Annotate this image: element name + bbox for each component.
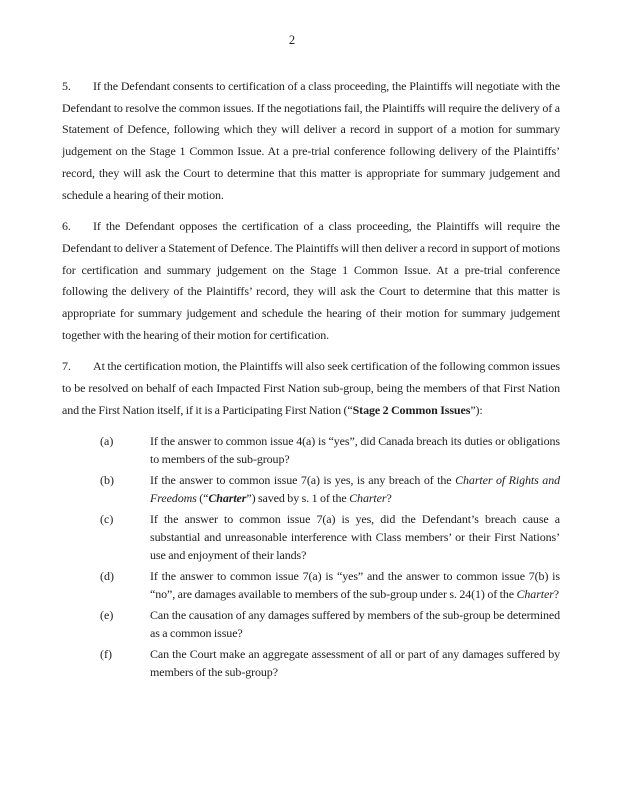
list-item-label: (a) <box>100 433 114 448</box>
list-item-text: Can the causation of any damages suffered by members of the sub-group be determined as a common issue? <box>150 607 560 640</box>
paragraph-number: 5. <box>62 79 71 93</box>
list-item-text: If the answer to common issue 7(a) is yes, is any breach of the Charter of Rights and Freedoms (“Charter”) saved by s. 1 of the Charter? <box>150 472 560 505</box>
list-item-text: If the answer to common issue 7(a) is yes, did the Defendant’s breach cause a substantial and unreasonable interference with Class members’ or their First Nations’ use and enjoyment of their lands? <box>150 511 560 562</box>
paragraph-text: At the certification motion, the Plaintiffs will also seek certification of the following common issues to be resolved on behalf of each Impacted First Nation sub-group, being the members of that First Nation and the First Nation itself, if it is a Participating First Nation (“Stage 2 Common Issues”): <box>62 359 560 417</box>
list-item-b <box>62 471 560 507</box>
list-item-label: (d) <box>100 568 114 583</box>
paragraph-text: If the Defendant consents to certification of a class proceeding, the Plaintiffs will negotiate with the Defendant to resolve the common issues. If the negotiations fail, the Plaintiffs will require the delivery of a Statement of Defence, following which they will deliver a record in support of a motion for summary judgement on the Stage 1 Common Issue. At a pre-trial conference following delivery of the Plaintiffs’ record, they will ask the Court to determine that this matter is appropriate for summary judgement and schedule a hearing of their motion. <box>62 79 560 202</box>
paragraph-text: If the Defendant opposes the certification of a class proceeding, the Plaintiffs will require the Defendant to deliver a Statement of Defence. The Plaintiffs will then deliver a record in support of motions for certification and summary judgement on the Stage 1 Common Issue. At a pre-trial conference following the delivery of the Plaintiffs’ record, they will ask the Court to determine that this matter is appropriate for summary judgement and schedule the hearing of their motion for summary judgement together with the hearing of their motion for certification. <box>62 219 560 342</box>
list-item-c <box>62 510 560 564</box>
common-issues-list <box>62 432 560 681</box>
list-item-d <box>62 567 560 603</box>
paragraph-number: 7. <box>62 359 71 374</box>
list-item-a <box>62 432 560 468</box>
page-number: 2 <box>288 33 296 47</box>
paragraph-5 <box>62 76 560 206</box>
paragraph-6 <box>62 216 560 346</box>
list-item-e <box>62 606 560 642</box>
list-item-text: If the answer to common issue 4(a) is “yes”, did Canada breach its duties or obligations to members of the sub-group? <box>150 433 560 466</box>
list-item-label: (c) <box>100 511 114 526</box>
list-item-text: Can the Court make an aggregate assessment of all or part of any damages suffered by members of the sub-group? <box>150 646 560 679</box>
list-item-label: (f) <box>100 646 112 661</box>
list-item-label: (b) <box>100 472 114 487</box>
list-item-label: (e) <box>100 607 114 622</box>
paragraph-number: 6. <box>62 219 71 234</box>
list-item-text: If the answer to common issue 7(a) is “yes” and the answer to common issue 7(b) is “no”, are damages available to members of the sub-group under s. 24(1) of the Charter? <box>150 568 560 601</box>
paragraph-7 <box>62 356 560 421</box>
list-item-f <box>62 645 560 681</box>
